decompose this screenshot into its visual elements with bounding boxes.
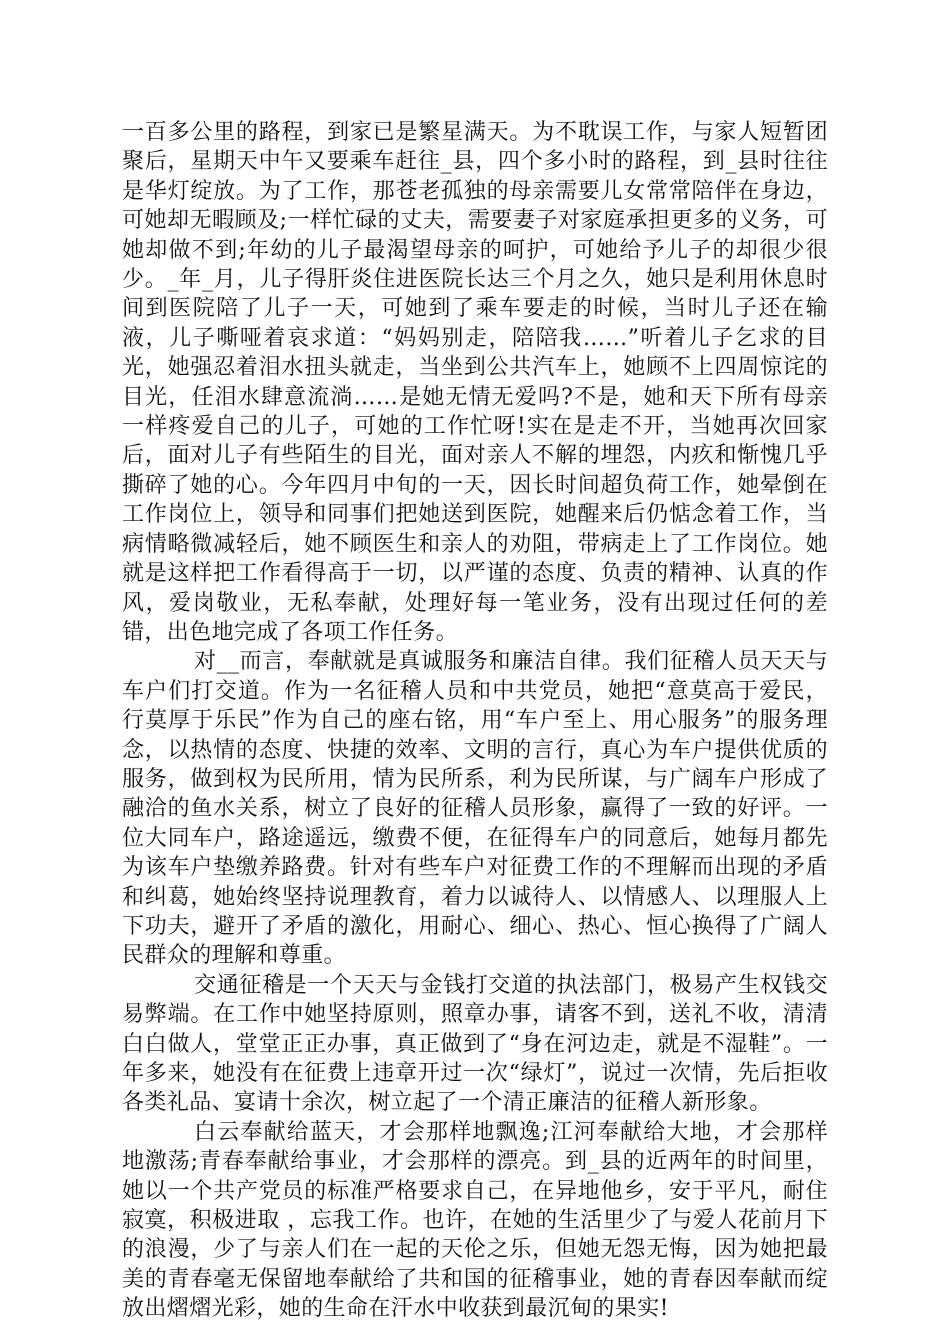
paragraph-1: 一百多公里的路程，到家已是繁星满天。为不耽误工作，与家人短暂团聚后，星期天中午又要乘车赶往_县，四个多小时的路程，到_县时往往是华灯绽放。为了工作，那苍老孤独的母亲需要儿女常常陪伴在身边，可她却无暇顾及;一样忙碌的丈夫，需要妻子对家庭承担更多的义务，可她却做不到;年幼的儿子最渴望母亲的呵护，可她给予儿子的却很少很少。_年_月，儿子得肝炎住进医院长达三个月之久，她只是利用休息时间到医院陪了儿子一天，可她到了乘车要走的时候，当时儿子还在输液，儿子嘶哑着哀求道：“妈妈别走，陪陪我……”听着儿子乞求的目光，她强忍着泪水扭头就走，当坐到公共汽车上，她顾不上四周惊诧的目光，任泪水肆意流淌……是她无情无爱吗?不是，她和天下所有母亲一样疼爱自己的儿子，可她的工作忙呀!实在是走不开，当她再次回家后，面对儿子有些陌生的目光，面对亲人不解的埋怨，内疚和惭愧几乎撕碎了她的心。今年四月中旬的一天，因长时间超负荷工作，她晕倒在工作岗位上，领导和同事们把她送到医院，她醒来后仍惦念着工作，当病情略微减轻后，她不顾医生和亲人的劝阻，带病走上了工作岗位。她就是这样把工作看得高于一切，以严谨的态度、负责的精神、认真的作风，爱岗敬业，无私奉献，处理好每一笔业务，没有出现过任何的差错，出色地完成了各项工作任务。 xyxy=(122,120,828,645)
paragraph-2: 对__而言，奉献就是真诚服务和廉洁自律。我们征稽人员天天与车户们打交道。作为一名征稽人员和中共党员，她把“意莫高于爱民，行莫厚于乐民”作为自己的座右铭，用“车户至上、用心服务”的服务理念，以热情的态度、快捷的效率、文明的言行，真心为车户提供优质的服务，做到权为民所用，情为民所系，利为民所谋，与广阔车户形成了融洽的鱼水关系，树立了良好的征稽人员形象，赢得了一致的好评。一位大同车户，路途遥远，缴费不便，在征得车户的同意后，她每月都先为该车户垫缴养路费。针对有些车户对征费工作的不理解而出现的矛盾和纠葛，她始终坚持说理教育，着力以诚待人、以情感人、以理服人上下功夫，避开了矛盾的激化，用耐心、细心、热心、恒心换得了广阔人民群众的理解和尊重。 xyxy=(122,649,828,969)
document-body xyxy=(122,118,828,1324)
paragraph-3: 交通征稽是一个天天与金钱打交道的执法部门，极易产生权钱交易弊端。在工作中她坚持原则，照章办事，请客不到，送礼不收，清清白白做人，堂堂正正办事，真正做到了“身在河边走，就是不湿鞋”。一年多来，她没有在征费上违章开过一次“绿灯”，说过一次情，先后拒收各类礼品、宴请十余次，树立起了一个清正廉洁的征稽人新形象。 xyxy=(122,972,828,1116)
paragraph-4: 白云奉献给蓝天，才会那样地飘逸;江河奉献给大地，才会那样地激荡;青春奉献给事业，才会那样的漂亮。到_县的近两年的时间里，她以一个共产党员的标准严格要求自己，在异地他乡，安于平凡，耐住寂寞，积极进取 ，忘我工作。也许，在她的生活里少了与爱人花前月下的浪漫，少了与亲人们在一起的天伦之乐，但她无怨无悔，因为她把最美的青春毫无保留地奉献给了共和国的征稽事业，她的青春因奉献而绽放出熠熠光彩，她的生命在汗水中收获到最沉甸的果实! xyxy=(122,1119,828,1322)
